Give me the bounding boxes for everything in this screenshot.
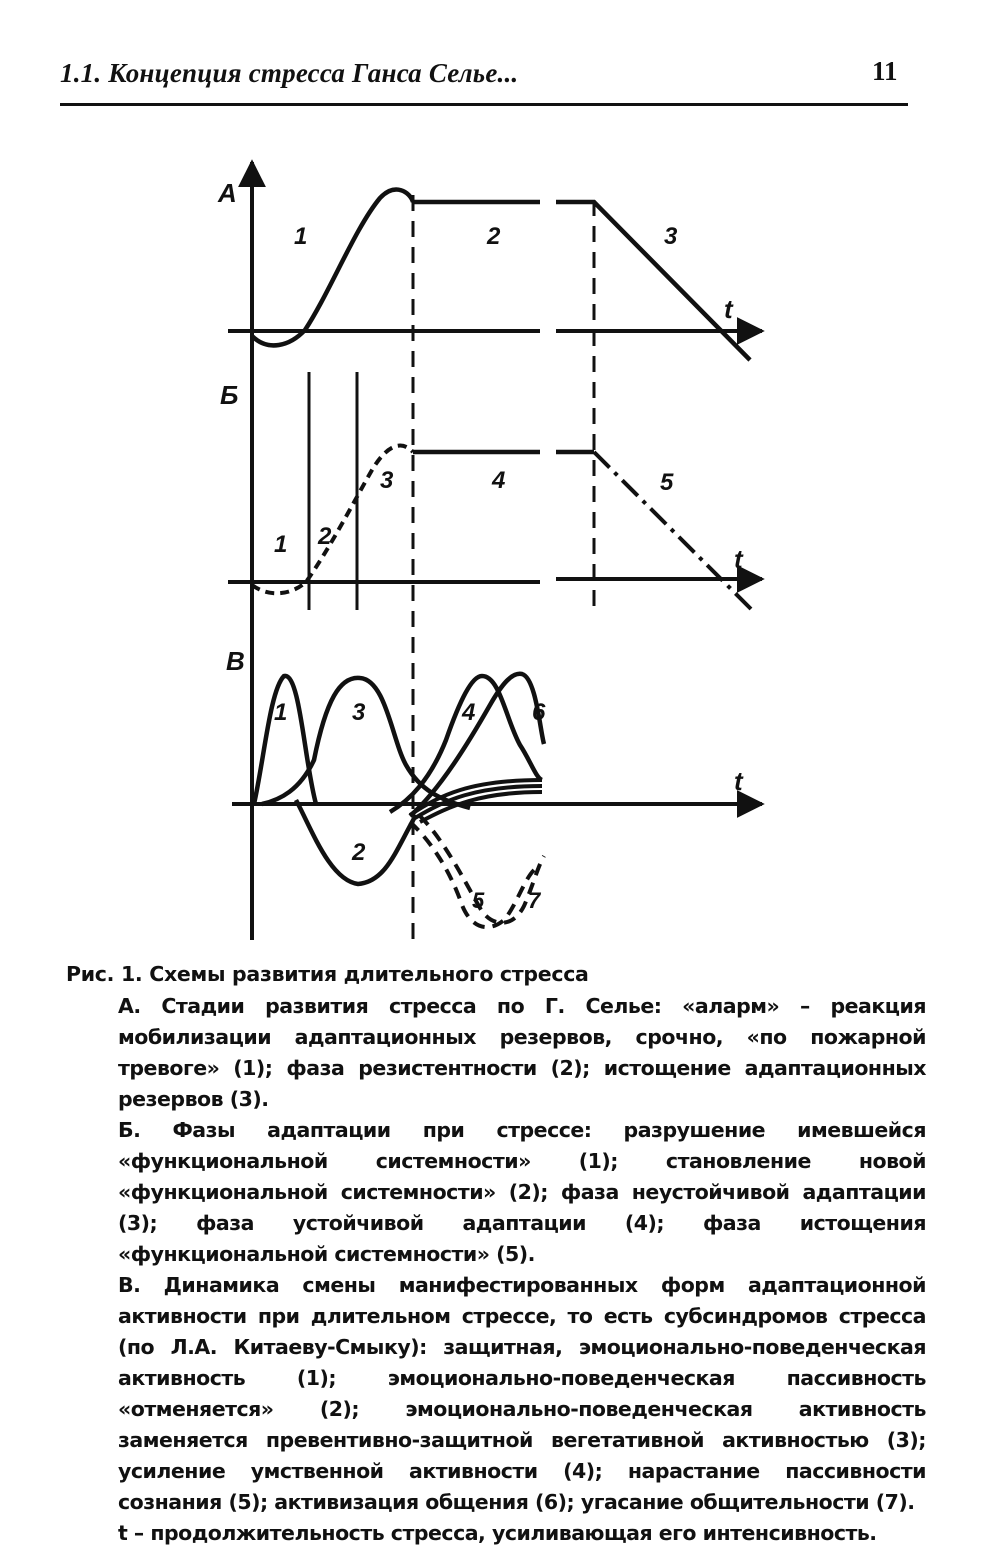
panel-c-curve-6 (410, 674, 544, 816)
panel-c-label-2: 2 (352, 839, 366, 866)
panel-b-label-3: 3 (380, 467, 394, 494)
caption-paragraph-b: Б. Фазы адаптации при стрессе: разрушение имевшейся «функциональной системности» (1); становление новой «функциональной системности» (2); фаза неустойчивой адаптации (3); фаза устойчивой адаптации (4); фаза истощения «функциональной системности» (5). (118, 1118, 926, 1266)
panel-c-label-1: 1 (274, 699, 288, 726)
panel-b-label-2: 2 (318, 523, 332, 550)
panel-a-letter: А (218, 178, 237, 208)
panel-a-axis-t: t (724, 294, 733, 324)
panel-b (220, 372, 762, 610)
panel-a-label-3: 3 (664, 223, 678, 250)
panel-a-decline (556, 202, 750, 360)
panel-c-label-7: 7 (528, 888, 541, 913)
caption-paragraph-t: t – продолжительность стресса, усиливающая его интенсивность. (118, 1521, 877, 1545)
panel-b-letter: Б (220, 380, 239, 410)
panel-a-label-1: 1 (294, 223, 308, 250)
panel-a (217, 178, 762, 360)
panel-b-axis-t: t (734, 544, 743, 574)
panel-b-label-5: 5 (660, 469, 674, 496)
caption-paragraph-c: В. Динамика смены манифестированных форм адаптационной активности при длительном стрессе, то есть субсиндромов стресса (по Л.А. Китаеву-Смыку): защитная, эмоционально-поведенческая активность (1); эмоционально-поведенческая пассивность «отменяется» (2); эмоционально-поведенческая активность заменяется превентивно-защитной вегетативной активностью (3); усиление умственной активности (4); нарастание пассивности сознания (5); активизация общения (6); угасание общительности (7). (118, 1273, 926, 1514)
panel-a-curve (252, 190, 413, 346)
running-header-title: 1.1. Концепция стресса Ганса Селье... (60, 58, 519, 88)
panel-b-label-1: 1 (274, 531, 288, 558)
panel-c-axis-t: t (734, 766, 743, 796)
panel-c-label-4: 4 (462, 699, 476, 726)
panel-c-label-5: 5 (472, 888, 485, 913)
figure-caption (66, 962, 926, 1549)
caption-paragraph-a: А. Стадии развития стресса по Г. Селье: «аларм» – реакция мобилизации адаптационных резервов, срочно, «по пожарной тревоге» (1); фаза резистентности (2); истощение адаптационных резервов (3). (118, 994, 926, 1111)
page-number: 11 (872, 56, 898, 86)
panel-c-curve-1 (254, 676, 316, 804)
panel-c-letter: В (226, 646, 245, 676)
panel-b-label-4: 4 (492, 467, 506, 494)
panel-c-label-6: 6 (532, 699, 546, 726)
caption-title: Рис. 1. Схемы развития длительного стресса (66, 962, 589, 986)
panel-c (226, 646, 762, 927)
panel-c-label-3: 3 (352, 699, 366, 726)
panel-a-label-2: 2 (487, 223, 501, 250)
panel-c-curve-3 (262, 678, 470, 808)
